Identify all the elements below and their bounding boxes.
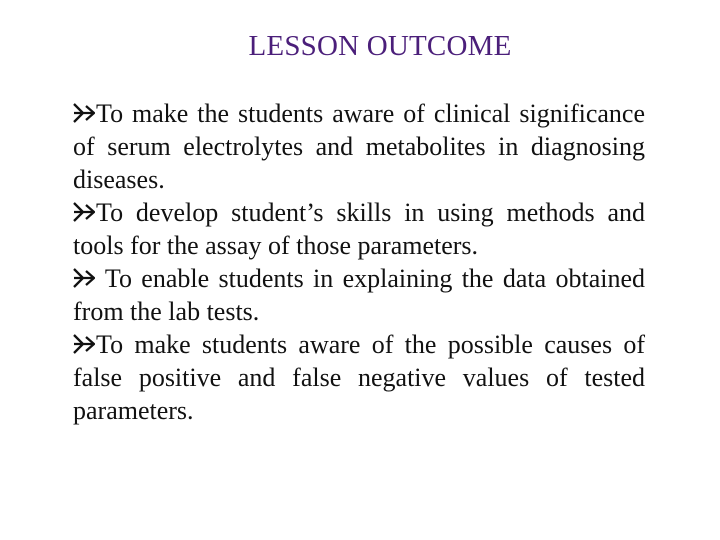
arrowhead-bullet-icon [73,334,95,354]
arrowhead-bullet-icon [73,202,95,222]
arrowhead-bullet-icon [73,268,95,288]
bullet-item [73,196,645,262]
bullet-item [73,262,645,328]
bullet-list [73,97,645,427]
arrowhead-bullet-icon [73,103,95,123]
bullet-item [73,328,645,427]
slide-title: LESSON OUTCOME [248,30,512,62]
bullet-text: To make students aware of the possible causes of false positive and false negative values of tested parameters. [73,330,645,425]
bullet-text: To enable students in explaining the data obtained from the lab tests. [73,264,645,326]
bullet-text: To develop student’s skills in using methods and tools for the assay of those parameters. [73,198,645,260]
bullet-text: To make the students aware of clinical significance of serum electrolytes and metabolites in diagnosing diseases. [73,99,645,194]
bullet-item [73,97,645,196]
